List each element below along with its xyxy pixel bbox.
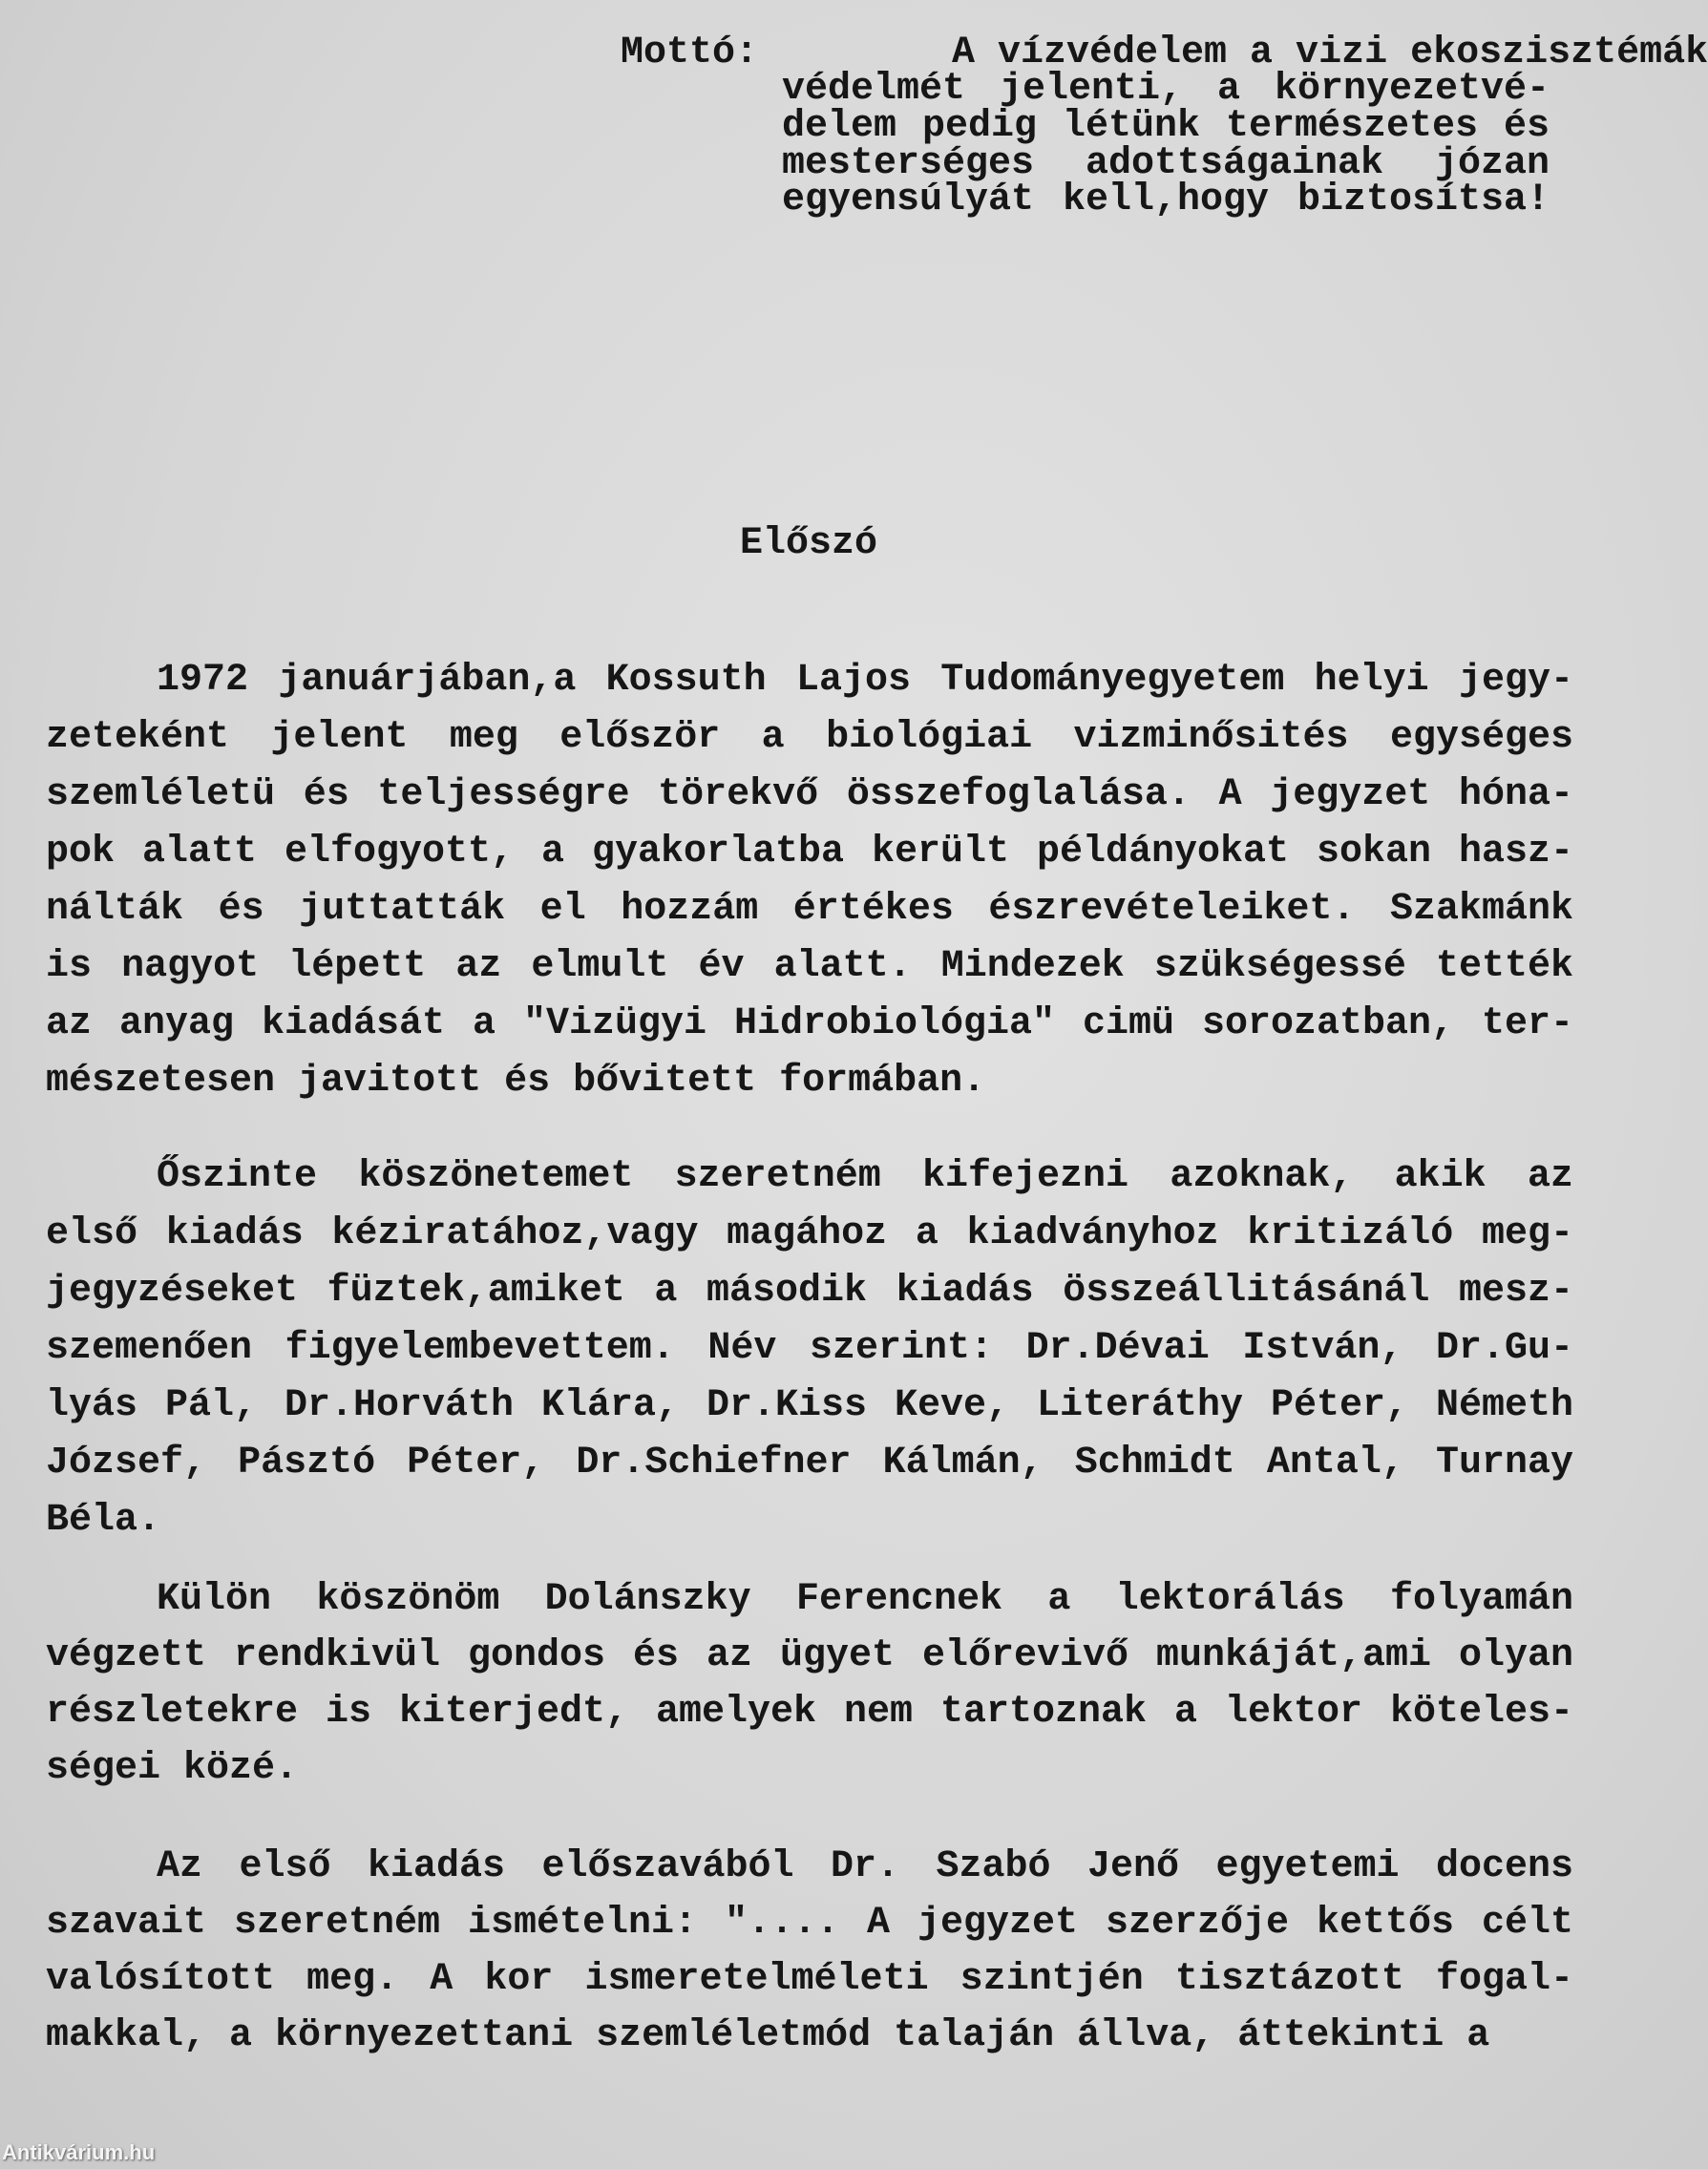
text-line: végzett rendkivül gondos és az ügyet előrevivő munkáját,ami olyan	[46, 1634, 1573, 1677]
motto-line: védelmét jelenti, a környezetvé-	[782, 68, 1550, 111]
text-line: első kiadás kéziratához,vagy magához a kiadványhoz kritizáló meg-	[46, 1212, 1573, 1255]
text-line: Őszinte köszönetemet szeretném kifejezni azoknak, akik az	[157, 1155, 1573, 1198]
text-line: nálták és juttatták el hozzám értékes észrevételeiket. Szakmánk	[46, 888, 1573, 931]
motto-line: mesterséges adottságainak józan	[782, 142, 1550, 185]
text-line: valósított meg. A kor ismeretelméleti szintjén tisztázott fogal-	[46, 1958, 1573, 2001]
text-line: zeteként jelent meg először a biológiai vizminősités egységes	[46, 716, 1573, 759]
motto-line: egyensúlyát kell,hogy biztosítsa!	[782, 179, 1550, 221]
text-line: Az első kiadás előszavából Dr. Szabó Jenő egyetemi docens	[157, 1845, 1573, 1888]
text-line: makkal, a környezettani szemléletmód talaján állva, áttekinti a	[46, 2014, 1490, 2057]
text-line: jegyzéseket füztek,amiket a második kiadás összeállitásánál mesz-	[46, 1270, 1573, 1313]
text-line: József, Pásztó Péter, Dr.Schiefner Kálmán, Schmidt Antal, Turnay	[46, 1442, 1573, 1485]
text-line: az anyag kiadását a "Vizügyi Hidrobiológia" cimü sorozatban, ter-	[46, 1002, 1573, 1045]
text-line: lyás Pál, Dr.Horváth Klára, Dr.Kiss Keve, Literáthy Péter, Németh	[46, 1384, 1573, 1427]
text-line: ségei közé.	[46, 1747, 299, 1790]
text-line: is nagyot lépett az elmult év alatt. Mindezek szükségessé tették	[46, 945, 1573, 988]
text-line: pok alatt elfogyott, a gyakorlatba került példányokat sokan hasz-	[46, 831, 1573, 874]
text-line: szemenően figyelembevettem. Név szerint: Dr.Dévai István, Dr.Gu-	[46, 1327, 1573, 1370]
motto-line: A vízvédelem a vizi ekoszisztémák	[952, 32, 1708, 74]
text-line: szemléletü és teljességre törekvő összefoglalása. A jegyzet hóna-	[46, 773, 1573, 816]
watermark: Antikvárium.hu	[2, 2140, 156, 2164]
text-line: mészetesen javitott és bővitett formában.	[46, 1060, 986, 1103]
text-line: részletekre is kiterjedt, amelyek nem tartoznak a lektor köteles-	[46, 1691, 1573, 1734]
section-heading: Előszó	[740, 522, 878, 565]
text-line: Külön köszönöm Dolánszky Ferencnek a lektorálás folyamán	[157, 1578, 1573, 1621]
motto-label: Mottó:	[621, 32, 759, 74]
text-line: Béla.	[46, 1499, 161, 1542]
motto-line: delem pedig létünk természetes és	[782, 105, 1550, 148]
text-line: 1972 januárjában,a Kossuth Lajos Tudományegyetem helyi jegy-	[157, 659, 1573, 702]
text-line: szavait szeretném ismételni: ".... A jegyzet szerzője kettős célt	[46, 1902, 1573, 1945]
